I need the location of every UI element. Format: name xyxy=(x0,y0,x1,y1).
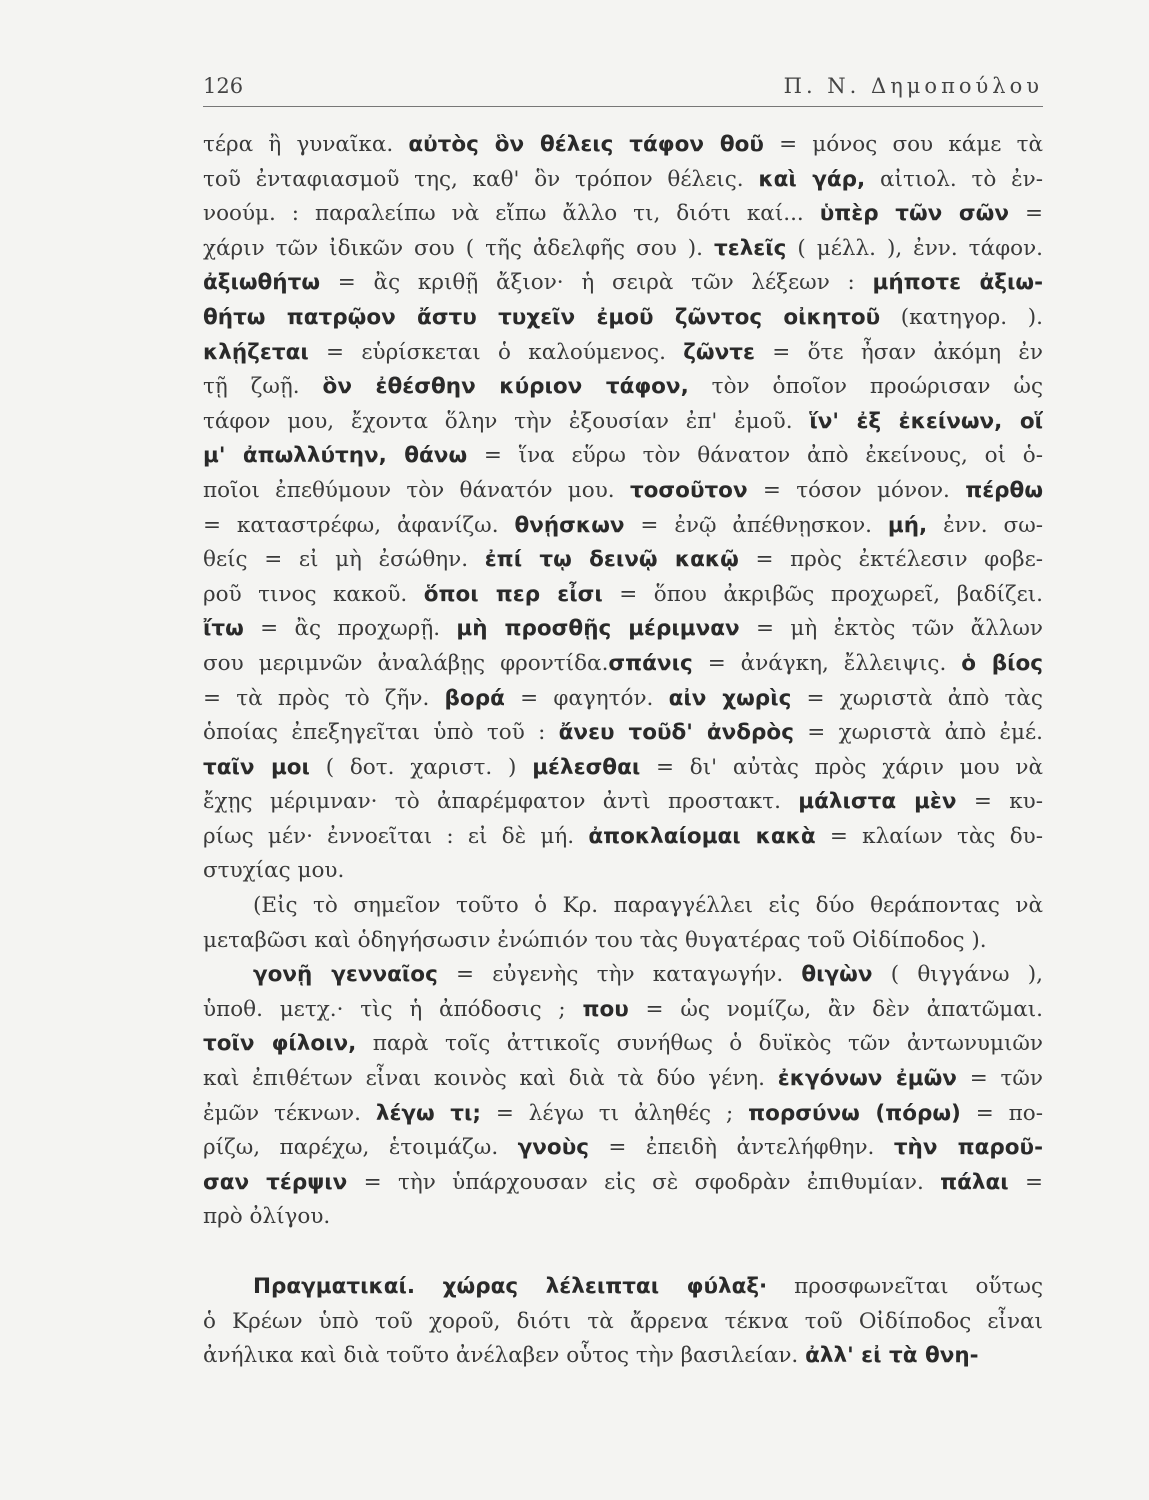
gloss: ὑποθ. μετχ.· τὶς ἡ ἀπόδοσις ; xyxy=(203,996,583,1022)
text-line xyxy=(203,336,1043,371)
text-line xyxy=(203,474,1043,509)
gloss: = ἂς προχωρῇ. xyxy=(243,616,457,642)
gloss: χάριν τῶν ἰδικῶν σου ( τῆς ἀδελφῆς σου ). xyxy=(203,235,714,261)
lemma: πορσύνω (πόρω) xyxy=(748,1100,961,1126)
gloss: πρὸ ὀλίγου. xyxy=(203,1204,331,1230)
lemma: γνοὺς xyxy=(517,1135,589,1161)
lemma: μέλεσθαι xyxy=(532,754,641,780)
text-line xyxy=(203,1097,1043,1132)
lemma: βορά xyxy=(444,685,505,711)
gloss: νοούμ. : παραλείπω νὰ εἴπω ἄλλο τι, διότι καί... xyxy=(203,201,820,227)
text-line xyxy=(203,1027,1043,1062)
lemma: θνῄσκων xyxy=(514,512,625,538)
gloss: = φαγητόν. xyxy=(504,685,669,711)
gloss: = ὅτε ἦσαν ἀκόμη ἐν xyxy=(754,339,1043,365)
gloss: ἐνν. σω- xyxy=(927,512,1043,538)
lemma: μή, xyxy=(887,512,928,538)
gloss: = χωριστὰ ἀπὸ τὰς xyxy=(791,685,1043,711)
lemma: ταῖν μοι xyxy=(203,754,310,780)
gloss: = ὡς νομίζω, ἂν δὲν ἀπατῶμαι. xyxy=(628,996,1043,1022)
gloss: τοῦ ἐνταφιασμοῦ της, καθ' ὃν τρόπον θέλεις. xyxy=(203,166,759,192)
gloss: ρίως μέν· ἐννοεῖται : εἰ δὲ μή. xyxy=(203,823,589,849)
gloss: (Εἰς τὸ σημεῖον τοῦτο ὁ Κρ. παραγγέλλει εἰς δύο θεράποντας νὰ xyxy=(253,893,1043,919)
lemma: ὁ βίος xyxy=(961,650,1043,676)
gloss: ( θιγγάνω ), xyxy=(872,962,1043,988)
lemma: μάλιστα μὲν xyxy=(798,789,957,815)
gloss: = ἵνα εὕρω τὸν θάνατον ἀπὸ ἐκείνους, οἱ ὁ- xyxy=(467,443,1043,469)
gloss: = καταστρέφω, ἀφανίζω. xyxy=(203,512,515,538)
gloss: ἀνήλικα καὶ διὰ τοῦτο ἀνέλαβεν οὗτος τὴν βασιλείαν. xyxy=(203,1343,806,1369)
lemma: μὴ προσθῇς μέριμναν xyxy=(456,616,740,642)
lemma: ἀλλ' εἰ τὰ θνη- xyxy=(805,1343,979,1369)
gloss: τῇ ζωῇ. xyxy=(203,374,323,400)
text-line xyxy=(203,647,1043,682)
lemma: ἀξιωθήτω xyxy=(203,270,321,296)
lemma: ἵν' ἐξ ἐκείνων, οἵ xyxy=(809,408,1043,434)
lemma: τοῖν φίλοιν, xyxy=(203,1031,357,1057)
gloss: ὁ Κρέων ὑπὸ τοῦ χοροῦ, διότι τὰ ἄρρενα τέκνα τοῦ Οἰδίποδος εἶναι xyxy=(203,1308,1043,1334)
text-line xyxy=(203,301,1043,336)
gloss: = ἐνῷ ἀπέθνῃσκον. xyxy=(624,512,888,538)
commentary-paragraph-2 xyxy=(203,958,1043,1235)
gloss: τέρα ἢ γυναῖκα. xyxy=(203,132,409,157)
text-line xyxy=(203,439,1043,474)
lemma: καὶ γάρ, xyxy=(758,166,866,192)
lemma: ὑπὲρ τῶν σῶν xyxy=(819,201,1009,227)
lemma: τοσοῦτον xyxy=(629,477,748,503)
gloss: = xyxy=(1009,201,1043,227)
lemma: ἐκγόνων ἐμῶν xyxy=(777,1066,957,1092)
text-line xyxy=(203,854,1043,889)
lemma: ἄνευ τοῦδ' ἀνδρὸς xyxy=(558,720,794,746)
text-line xyxy=(203,820,1043,855)
lemma: Πραγματικαί. χώρας λέλειπται φύλαξ· xyxy=(253,1274,768,1299)
lemma: που xyxy=(582,996,629,1022)
lemma: πέρθω xyxy=(965,477,1043,503)
gloss: = δι' αὐτὰς πρὸς χάριν μου νὰ xyxy=(640,754,1043,780)
gloss: τὸν ὁποῖον προώρισαν ὡς xyxy=(688,374,1043,400)
gloss: αἰτιολ. τὸ ἐν- xyxy=(865,166,1043,192)
gloss: καὶ ἐπιθέτων εἶναι κοινὸς καὶ διὰ τὰ δύο γένη. xyxy=(203,1066,778,1092)
lemma: μ' ἀπωλλύτην, θάνω xyxy=(203,443,468,469)
text-line xyxy=(203,785,1043,820)
gloss: σου μεριμνῶν ἀναλάβῃς φροντίδα. xyxy=(203,650,609,676)
gloss: τάφον μου, ἔχοντα ὅλην τὴν ἐξουσίαν ἐπ' ἐμοῦ. xyxy=(203,408,810,434)
realia-paragraph xyxy=(203,1270,1043,1374)
gloss: παρὰ τοῖς ἀττικοῖς συνήθως ὁ δυϊκὸς τῶν ἀντωνυμιῶν xyxy=(356,1031,1043,1057)
text-line xyxy=(203,1166,1043,1201)
running-head-author: Π. Ν. Δημοπούλου xyxy=(783,74,1043,98)
gloss: ποῖοι ἐπεθύμουν τὸν θάνατόν μου. xyxy=(203,477,630,503)
gloss: ροῦ τινος κακοῦ. xyxy=(203,581,424,607)
gloss: = ἂς κριθῇ ἄξιον· ἡ σειρὰ τῶν λέξεων : xyxy=(320,270,873,296)
paragraph-spacer xyxy=(203,1235,1043,1270)
text-line xyxy=(203,266,1043,301)
text-line xyxy=(203,578,1043,613)
gloss: = κλαίων τὰς δυ- xyxy=(815,823,1043,849)
stage-direction-paragraph xyxy=(203,889,1043,958)
text-line xyxy=(203,1270,1043,1305)
lemma: ἀποκλαίομαι κακὰ xyxy=(588,823,816,849)
lemma: αὐτὸς ὃν θέλεις τάφον θοῦ xyxy=(408,132,764,157)
text-line xyxy=(203,958,1043,993)
gloss: μεταβῶσι καὶ ὁδηγήσωσιν ἐνώπιόν του τὰς θυγατέρας τοῦ Οἰδίποδος ). xyxy=(203,927,987,953)
lemma: σπάνις xyxy=(608,650,693,676)
gloss: θείς = εἰ μὴ ἐσώθην. xyxy=(203,547,485,573)
gloss: = τόσον μόνον. xyxy=(747,477,966,503)
lemma: αἰν χωρὶς xyxy=(668,685,792,711)
page-number: 126 xyxy=(203,74,244,98)
text-line xyxy=(203,1131,1043,1166)
text-line xyxy=(203,682,1043,717)
gloss: = χωριστὰ ἀπὸ ἐμέ. xyxy=(793,720,1043,746)
text-line xyxy=(203,128,1043,163)
gloss: = xyxy=(1008,1169,1043,1195)
gloss: ( μέλλ. ), ἐνν. τάφον. xyxy=(786,235,1043,261)
text-line xyxy=(203,924,1043,959)
text-line xyxy=(203,163,1043,198)
text-line xyxy=(203,751,1043,786)
lemma: ζῶντε xyxy=(683,339,755,365)
lemma: ἐπί τῳ δεινῷ κακῷ xyxy=(484,547,739,573)
gloss: = μὴ ἐκτὸς τῶν ἄλλων xyxy=(739,616,1043,642)
lemma: ὅποι περ εἶσι xyxy=(423,581,603,607)
lemma: ἴτω xyxy=(203,616,244,642)
gloss: προσφωνεῖται οὕτως xyxy=(767,1274,1043,1299)
lemma: μήποτε ἀξιω- xyxy=(872,270,1043,296)
text-line xyxy=(203,405,1043,440)
text-line xyxy=(203,889,1043,924)
text-line xyxy=(203,1305,1043,1340)
lemma: τὴν παροῦ- xyxy=(893,1135,1043,1161)
lemma: λέγω τι; xyxy=(375,1100,481,1126)
text-line xyxy=(203,509,1043,544)
gloss: = ἐπειδὴ ἀντελήφθην. xyxy=(588,1135,894,1161)
text-line xyxy=(203,197,1043,232)
gloss: = πρὸς ἐκτέλεσιν φοβε- xyxy=(738,547,1043,573)
text-line xyxy=(203,232,1043,267)
gloss: = τὰ πρὸς τὸ ζῆν. xyxy=(203,685,445,711)
gloss: = εὑρίσκεται ὁ καλούμενος. xyxy=(308,339,684,365)
gloss: ἔχῃς μέριμναν· τὸ ἀπαρέμφατον ἀντὶ προστακτ. xyxy=(203,789,799,815)
gloss: στυχίας μου. xyxy=(203,858,345,884)
header-rule xyxy=(203,106,1043,107)
gloss: = ὅπου ἀκριβῶς προχωρεῖ, βαδίζει. xyxy=(602,581,1043,607)
gloss: ἐμῶν τέκνων. xyxy=(203,1100,376,1126)
lemma: γονῇ γενναῖος xyxy=(253,962,438,988)
text-line xyxy=(203,993,1043,1028)
lemma: πάλαι xyxy=(940,1169,1009,1195)
gloss: = τὴν ὑπάρχουσαν εἰς σὲ σφοδρὰν ἐπιθυμίαν. xyxy=(347,1169,941,1195)
gloss: ρίζω, παρέχω, ἑτοιμάζω. xyxy=(203,1135,518,1161)
commentary-paragraph-1 xyxy=(203,128,1043,889)
lemma: θήτω πατρῷον ἄστυ τυχεῖν ἐμοῦ ζῶντος οἰκητοῦ xyxy=(203,304,881,330)
running-header xyxy=(203,74,1043,98)
text-line xyxy=(203,612,1043,647)
gloss: = τῶν xyxy=(956,1066,1043,1092)
lemma: τελεῖς xyxy=(714,235,787,261)
lemma: κλῄζεται xyxy=(203,339,309,365)
lemma: ὃν ἐθέσθην κύριον τάφον, xyxy=(322,374,689,400)
gloss: (κατηγορ. ). xyxy=(880,304,1043,330)
gloss: ὁποίας ἐπεξηγεῖται ὑπὸ τοῦ : xyxy=(203,720,559,746)
text-line xyxy=(203,370,1043,405)
gloss: = λέγω τι ἀληθές ; xyxy=(480,1100,749,1126)
text-line xyxy=(203,716,1043,751)
gloss: ( δοτ. χαριστ. ) xyxy=(309,754,533,780)
text-line xyxy=(203,1062,1043,1097)
gloss: = κυ- xyxy=(956,789,1043,815)
text-line xyxy=(203,543,1043,578)
text-line xyxy=(203,1200,1043,1235)
gloss: = ἀνάγκη, ἔλλειψις. xyxy=(692,650,962,676)
body-text xyxy=(203,128,1043,1374)
text-line xyxy=(203,1339,1043,1374)
gloss: = μόνος σου κάμε τὰ xyxy=(763,132,1043,157)
gloss: = εὐγενὴς τὴν καταγωγήν. xyxy=(437,962,802,988)
lemma: σαν τέρψιν xyxy=(203,1169,348,1195)
gloss: = πο- xyxy=(960,1100,1043,1126)
lemma: θιγὼν xyxy=(801,962,873,988)
